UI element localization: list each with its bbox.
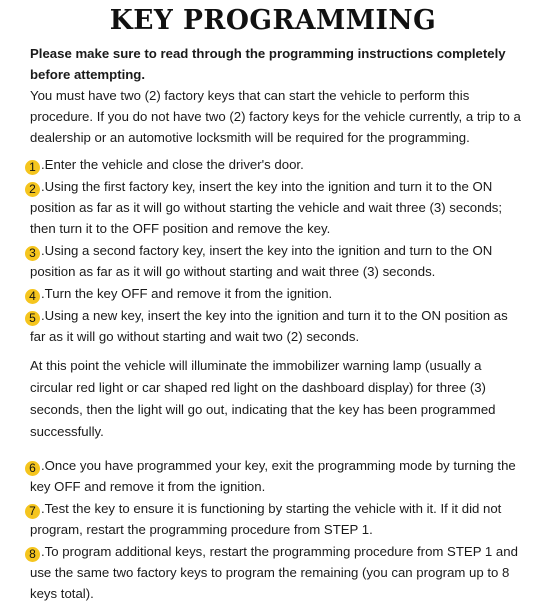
step-item (30, 283, 524, 304)
step-item (30, 498, 524, 540)
steps-list-a (30, 154, 524, 347)
step-number-badge: 4 (25, 289, 40, 304)
step-item (30, 176, 524, 239)
instructions-body (30, 43, 524, 604)
step-number-badge: 5 (25, 311, 40, 326)
step-text: .Turn the key OFF and remove it from the ignition. (41, 286, 333, 301)
step-text: .Using a new key, insert the key into the ignition and turn it to the ON position as far as it will go without starting and wait two (2) seconds. (30, 308, 508, 344)
step-text: .To program additional keys, restart the programming procedure from STEP 1 and use the same two factory keys to program the remaining (you can program up to 8 keys total). (30, 544, 518, 601)
step-item (30, 455, 524, 497)
step-text: .Enter the vehicle and close the driver's door. (41, 157, 304, 172)
step-item (30, 305, 524, 347)
step-text: .Using a second factory key, insert the key into the ignition and turn to the ON position as far as it will go without starting and wait three (3) seconds. (30, 243, 493, 279)
step-number-badge: 3 (25, 246, 40, 261)
step-number-badge: 8 (25, 547, 40, 562)
step-number-badge: 2 (25, 182, 40, 197)
step-number-badge: 6 (25, 461, 40, 476)
step-text: .Using the first factory key, insert the key into the ignition and turn it to the ON position as far as it will go without starting the vehicle and wait three (3) seconds; then turn it to the OFF position and remove the key. (30, 179, 503, 236)
step-text: .Test the key to ensure it is functioning by starting the vehicle with it. If it did not program, restart the programming procedure from STEP 1. (30, 501, 502, 537)
step-text: .Once you have programmed your key, exit the programming mode by turning the key OFF and remove it from the ignition. (30, 458, 516, 494)
step-item (30, 541, 524, 604)
warning-text: Please make sure to read through the programming instructions completely before attempting. (30, 46, 506, 82)
steps-list-b (30, 455, 524, 604)
step-item (30, 240, 524, 282)
step-number-badge: 7 (25, 504, 40, 519)
page-title: KEY PROGRAMMING (109, 5, 437, 36)
step-item (30, 154, 524, 175)
intro-text: You must have two (2) factory keys that can start the vehicle to perform this procedure. If you do not have two (2) factory keys for the vehicle currently, a trip to a dealership or an automotive locksmith will be required for the programming. (30, 88, 521, 145)
step-number-badge: 1 (25, 160, 40, 175)
immobilizer-note: At this point the vehicle will illuminate the immobilizer warning lamp (usually a circular red light or car shaped red light on the dashboard display) for three (3) seconds, then the light will go out, indicating that the key has been programmed successfully. (30, 358, 496, 439)
